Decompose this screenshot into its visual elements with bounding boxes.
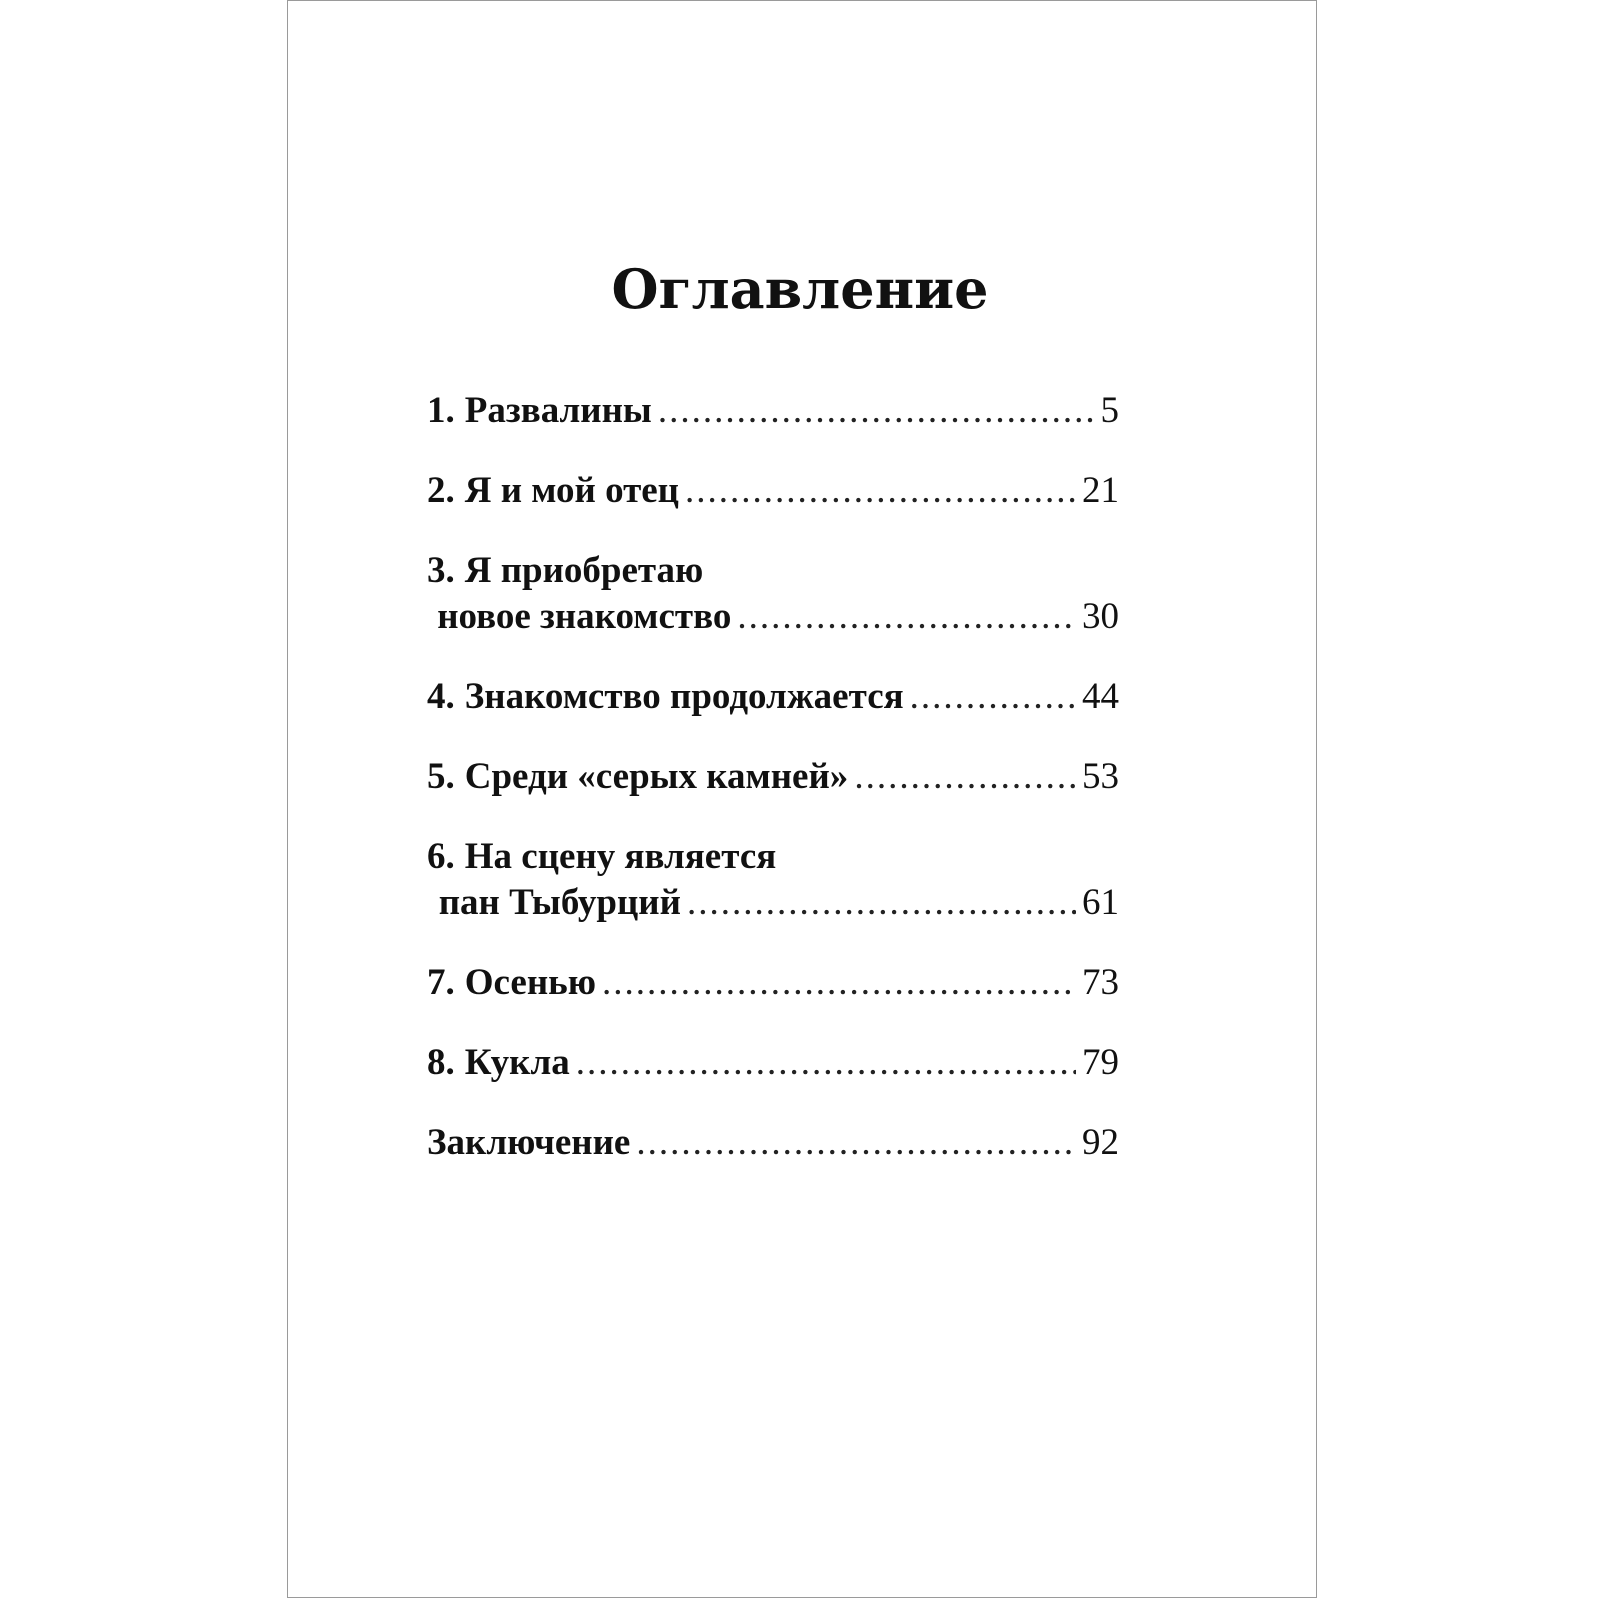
chapter-title: На сцену является (464, 836, 777, 877)
chapter-number: 1. (427, 390, 455, 431)
dot-leader (854, 754, 1076, 800)
page-number: 73 (1082, 962, 1119, 1003)
toc-entry (427, 548, 1119, 674)
chapter-number: 7. (427, 962, 455, 1003)
page-number: 5 (1100, 390, 1119, 431)
dot-leader (658, 388, 1095, 434)
toc-entry (427, 754, 1119, 834)
dot-leader (602, 960, 1076, 1006)
page-number: 92 (1082, 1122, 1119, 1163)
chapter-title: Осенью (464, 962, 596, 1003)
page-number: 21 (1082, 470, 1119, 511)
chapter-title: Заключение (427, 1122, 631, 1163)
page-number: 44 (1082, 676, 1119, 717)
toc-entry (427, 960, 1119, 1040)
dot-leader (737, 594, 1076, 640)
chapter-title: Развалины (464, 390, 652, 431)
chapter-title-continued: пан Тыбурций (438, 882, 681, 923)
toc-entry (427, 468, 1119, 548)
chapter-number: 6. (427, 836, 455, 877)
chapter-number: 5. (427, 756, 455, 797)
dot-leader (636, 1120, 1076, 1166)
chapter-number: 2. (427, 470, 455, 511)
page-title: Оглавление (611, 257, 989, 321)
chapter-title: Среди «серых камней» (464, 756, 849, 797)
dot-leader (685, 468, 1076, 514)
chapter-number: 3. (427, 550, 455, 591)
toc-entry (427, 388, 1119, 468)
chapter-title-continued: новое знакомство (437, 596, 732, 637)
toc-entry (427, 1040, 1119, 1120)
chapter-title: Я и мой отец (464, 470, 679, 511)
toc-entry (427, 674, 1119, 754)
chapter-number: 8. (427, 1042, 455, 1083)
chapter-number: 4. (427, 676, 455, 717)
chapter-title: Я приобретаю (464, 550, 704, 591)
page-number: 30 (1082, 596, 1119, 637)
page-number: 61 (1082, 882, 1119, 923)
page-number: 79 (1082, 1042, 1119, 1083)
dot-leader (910, 674, 1076, 720)
toc-entry (427, 834, 1119, 960)
page-number: 53 (1082, 756, 1119, 797)
toc-entry (427, 1120, 1119, 1200)
dot-leader (687, 880, 1076, 926)
chapter-title: Знакомство продолжается (464, 676, 904, 717)
dot-leader (576, 1040, 1076, 1086)
table-of-contents (427, 388, 1119, 1200)
chapter-title: Кукла (464, 1042, 570, 1083)
